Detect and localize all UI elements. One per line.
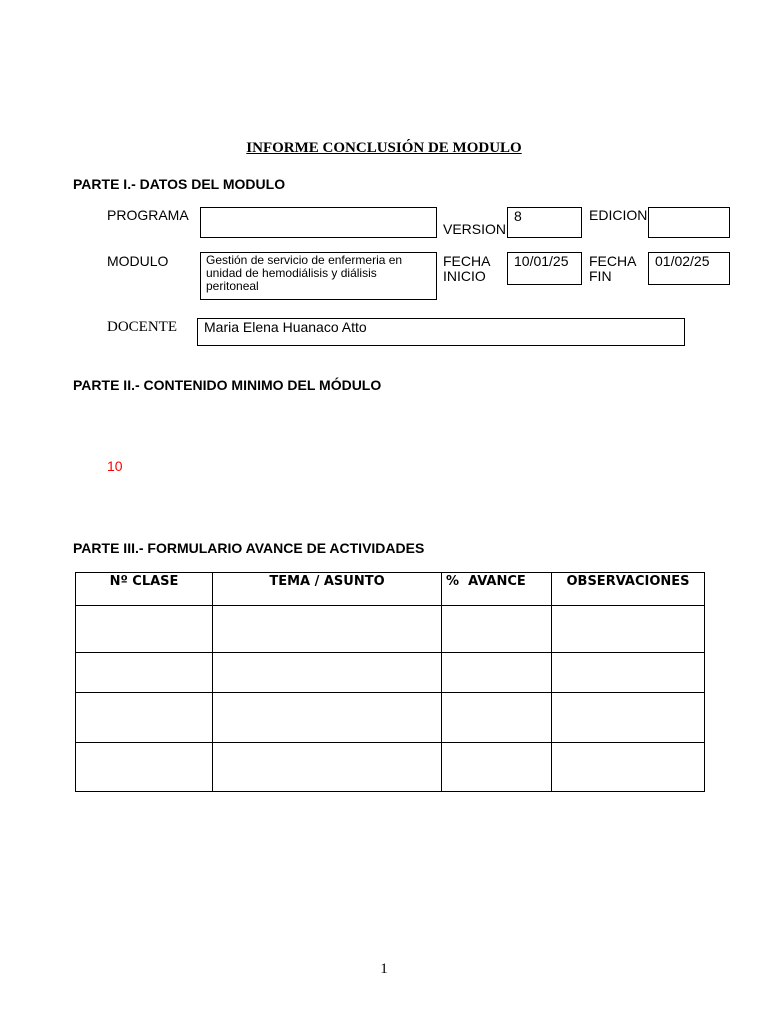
table-cell[interactable] bbox=[552, 606, 705, 653]
table-cell[interactable] bbox=[213, 606, 442, 653]
edicion-field[interactable] bbox=[648, 207, 730, 238]
part2-heading: PARTE II.- CONTENIDO MINIMO DEL MÓDULO bbox=[73, 377, 382, 393]
table-row bbox=[76, 653, 705, 693]
docente-label: DOCENTE bbox=[107, 319, 177, 335]
version-field[interactable]: 8 bbox=[507, 207, 582, 238]
table-row bbox=[76, 743, 705, 792]
fecha-inicio-label bbox=[443, 254, 490, 284]
table-cell[interactable] bbox=[76, 743, 213, 792]
part1-heading: PARTE I.- DATOS DEL MODULO bbox=[73, 176, 286, 192]
edicion-label: EDICION bbox=[589, 207, 648, 223]
table-cell[interactable] bbox=[552, 743, 705, 792]
table-cell[interactable] bbox=[442, 743, 552, 792]
table-cell[interactable] bbox=[76, 653, 213, 693]
table-row bbox=[76, 606, 705, 653]
modulo-label: MODULO bbox=[107, 253, 169, 269]
column-header-avance: % AVANCE bbox=[442, 573, 552, 606]
docente-field[interactable]: Maria Elena Huanaco Atto bbox=[197, 318, 685, 346]
version-label: VERSION bbox=[443, 221, 507, 237]
contenido-value: 10 bbox=[107, 458, 123, 474]
table-cell[interactable] bbox=[213, 743, 442, 792]
table-cell[interactable] bbox=[552, 653, 705, 693]
table-cell[interactable] bbox=[213, 653, 442, 693]
table-header-row bbox=[76, 573, 705, 606]
modulo-field[interactable]: Gestión de servicio de enfermeria en unidad de hemodiálisis y diálisis peritoneal bbox=[200, 252, 437, 300]
programa-label: PROGRAMA bbox=[107, 207, 189, 223]
column-header-clase: Nº CLASE bbox=[76, 573, 213, 606]
page-number: 1 bbox=[380, 961, 388, 977]
fecha-fin-label bbox=[589, 254, 636, 284]
fecha-inicio-label-line2: INICIO bbox=[443, 268, 486, 284]
programa-field[interactable] bbox=[200, 207, 437, 238]
table-row bbox=[76, 693, 705, 743]
table-cell[interactable] bbox=[442, 606, 552, 653]
column-header-observaciones: OBSERVACIONES bbox=[552, 573, 705, 606]
fecha-inicio-label-line1: FECHA bbox=[443, 253, 491, 269]
activities-table bbox=[75, 572, 705, 792]
column-header-tema: TEMA / ASUNTO bbox=[213, 573, 442, 606]
table-cell[interactable] bbox=[442, 653, 552, 693]
document-title: INFORME CONCLUSIÓN DE MODULO bbox=[246, 140, 522, 156]
table-cell[interactable] bbox=[76, 606, 213, 653]
table-cell[interactable] bbox=[552, 693, 705, 743]
table-cell[interactable] bbox=[442, 693, 552, 743]
table-cell[interactable] bbox=[213, 693, 442, 743]
fecha-fin-label-line2: FIN bbox=[589, 268, 612, 284]
part3-heading: PARTE III.- FORMULARIO AVANCE DE ACTIVIDADES bbox=[73, 540, 425, 556]
fecha-fin-field[interactable]: 01/02/25 bbox=[648, 252, 730, 285]
table-cell[interactable] bbox=[76, 693, 213, 743]
fecha-fin-label-line1: FECHA bbox=[589, 253, 637, 269]
fecha-inicio-field[interactable]: 10/01/25 bbox=[507, 252, 582, 285]
